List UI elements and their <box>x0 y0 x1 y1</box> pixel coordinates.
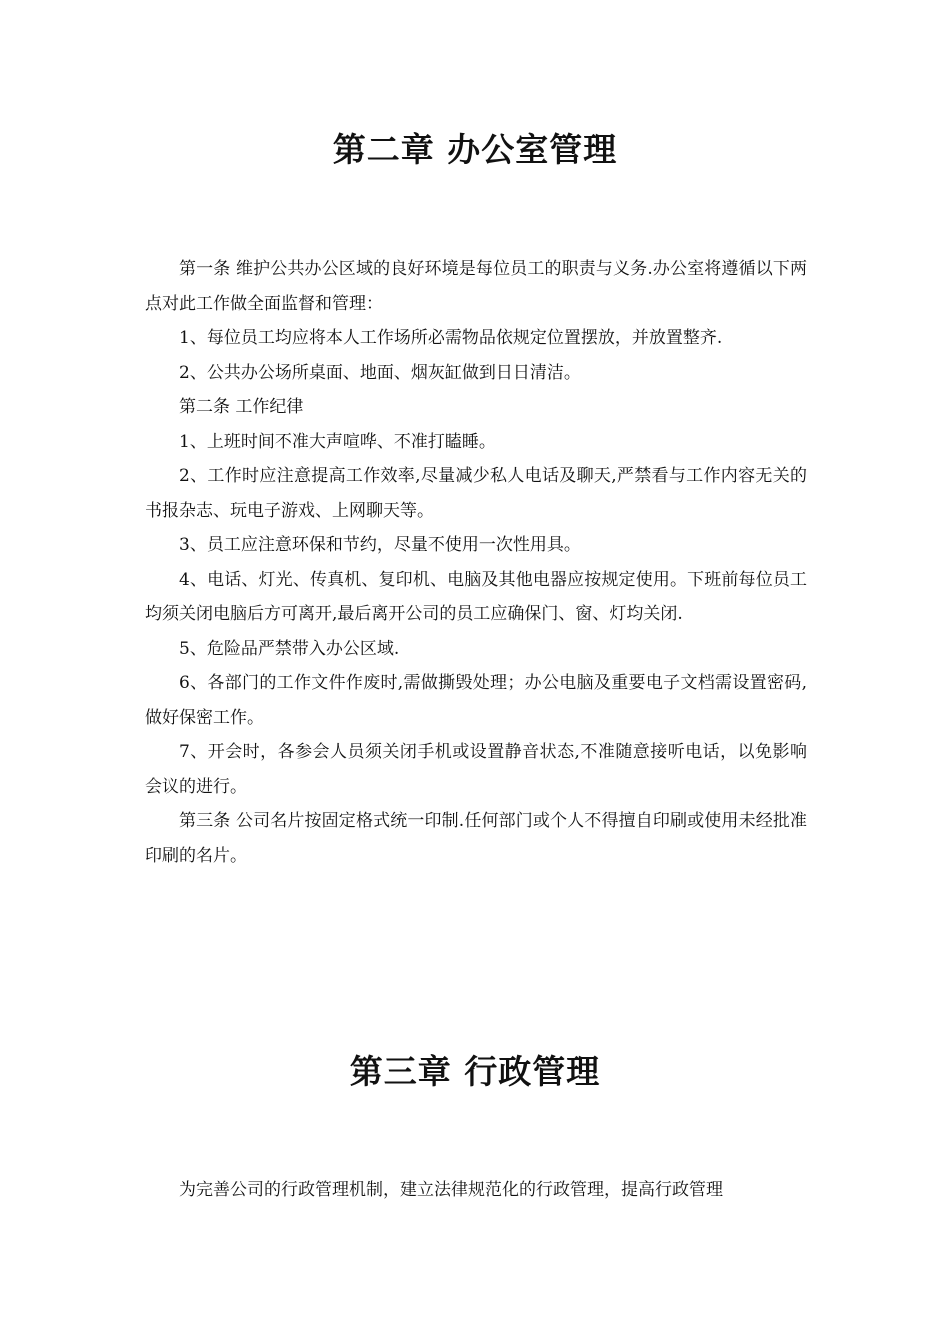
article-1-paragraph: 第一条 维护公共办公区域的良好环境是每位员工的职责与义务.办公室将遵循以下两点对此工作做全面监督和管理： <box>145 259 807 314</box>
chapter-2-body <box>145 252 807 873</box>
chapter-3-title: 第三章 行政管理 <box>349 1052 601 1091</box>
article-2-item-5: 5、危险品严禁带入办公区域. <box>179 638 400 659</box>
article-2-item-7: 7、开会时，各参会人员须关闭手机或设置静音状态,不准随意接听电话，以免影响会议的进行。 <box>145 742 807 797</box>
chapter-2-title: 第二章 办公室管理 <box>332 130 618 169</box>
article-2-heading: 第二条 工作纪律 <box>179 397 304 417</box>
article-2-item-6: 6、各部门的工作文件作废时,需做撕毁处理；办公电脑及重要电子文档需设置密码,做好保密工作。 <box>145 673 807 728</box>
chapter-3-intro-paragraph: 为完善公司的行政管理机制，建立法律规范化的行政管理，提高行政管理 <box>179 1180 723 1200</box>
article-3-paragraph: 第三条 公司名片按固定格式统一印制.任何部门或个人不得擅自印刷或使用未经批准印刷的名片。 <box>145 811 807 866</box>
article-2-item-3: 3、员工应注意环保和节约，尽量不使用一次性用具。 <box>179 535 581 555</box>
article-1-item-2: 2、公共办公场所桌面、地面、烟灰缸做到日日清洁。 <box>179 362 581 383</box>
article-2-item-4: 4、电话、灯光、传真机、复印机、电脑及其他电器应按规定使用。下班前每位员工均须关闭电脑后方可离开,最后离开公司的员工应确保门、窗、灯均关闭. <box>145 569 807 624</box>
article-2-item-2: 2、工作时应注意提高工作效率,尽量减少私人电话及聊天,严禁看与工作内容无关的书报杂志、玩电子游戏、上网聊天等。 <box>145 466 807 521</box>
article-2-item-1: 1、上班时间不准大声喧哗、不准打瞌睡。 <box>179 431 496 452</box>
chapter-3-body <box>145 1173 807 1208</box>
article-1-item-1: 1、每位员工均应将本人工作场所必需物品依规定位置摆放，并放置整齐. <box>179 328 723 348</box>
